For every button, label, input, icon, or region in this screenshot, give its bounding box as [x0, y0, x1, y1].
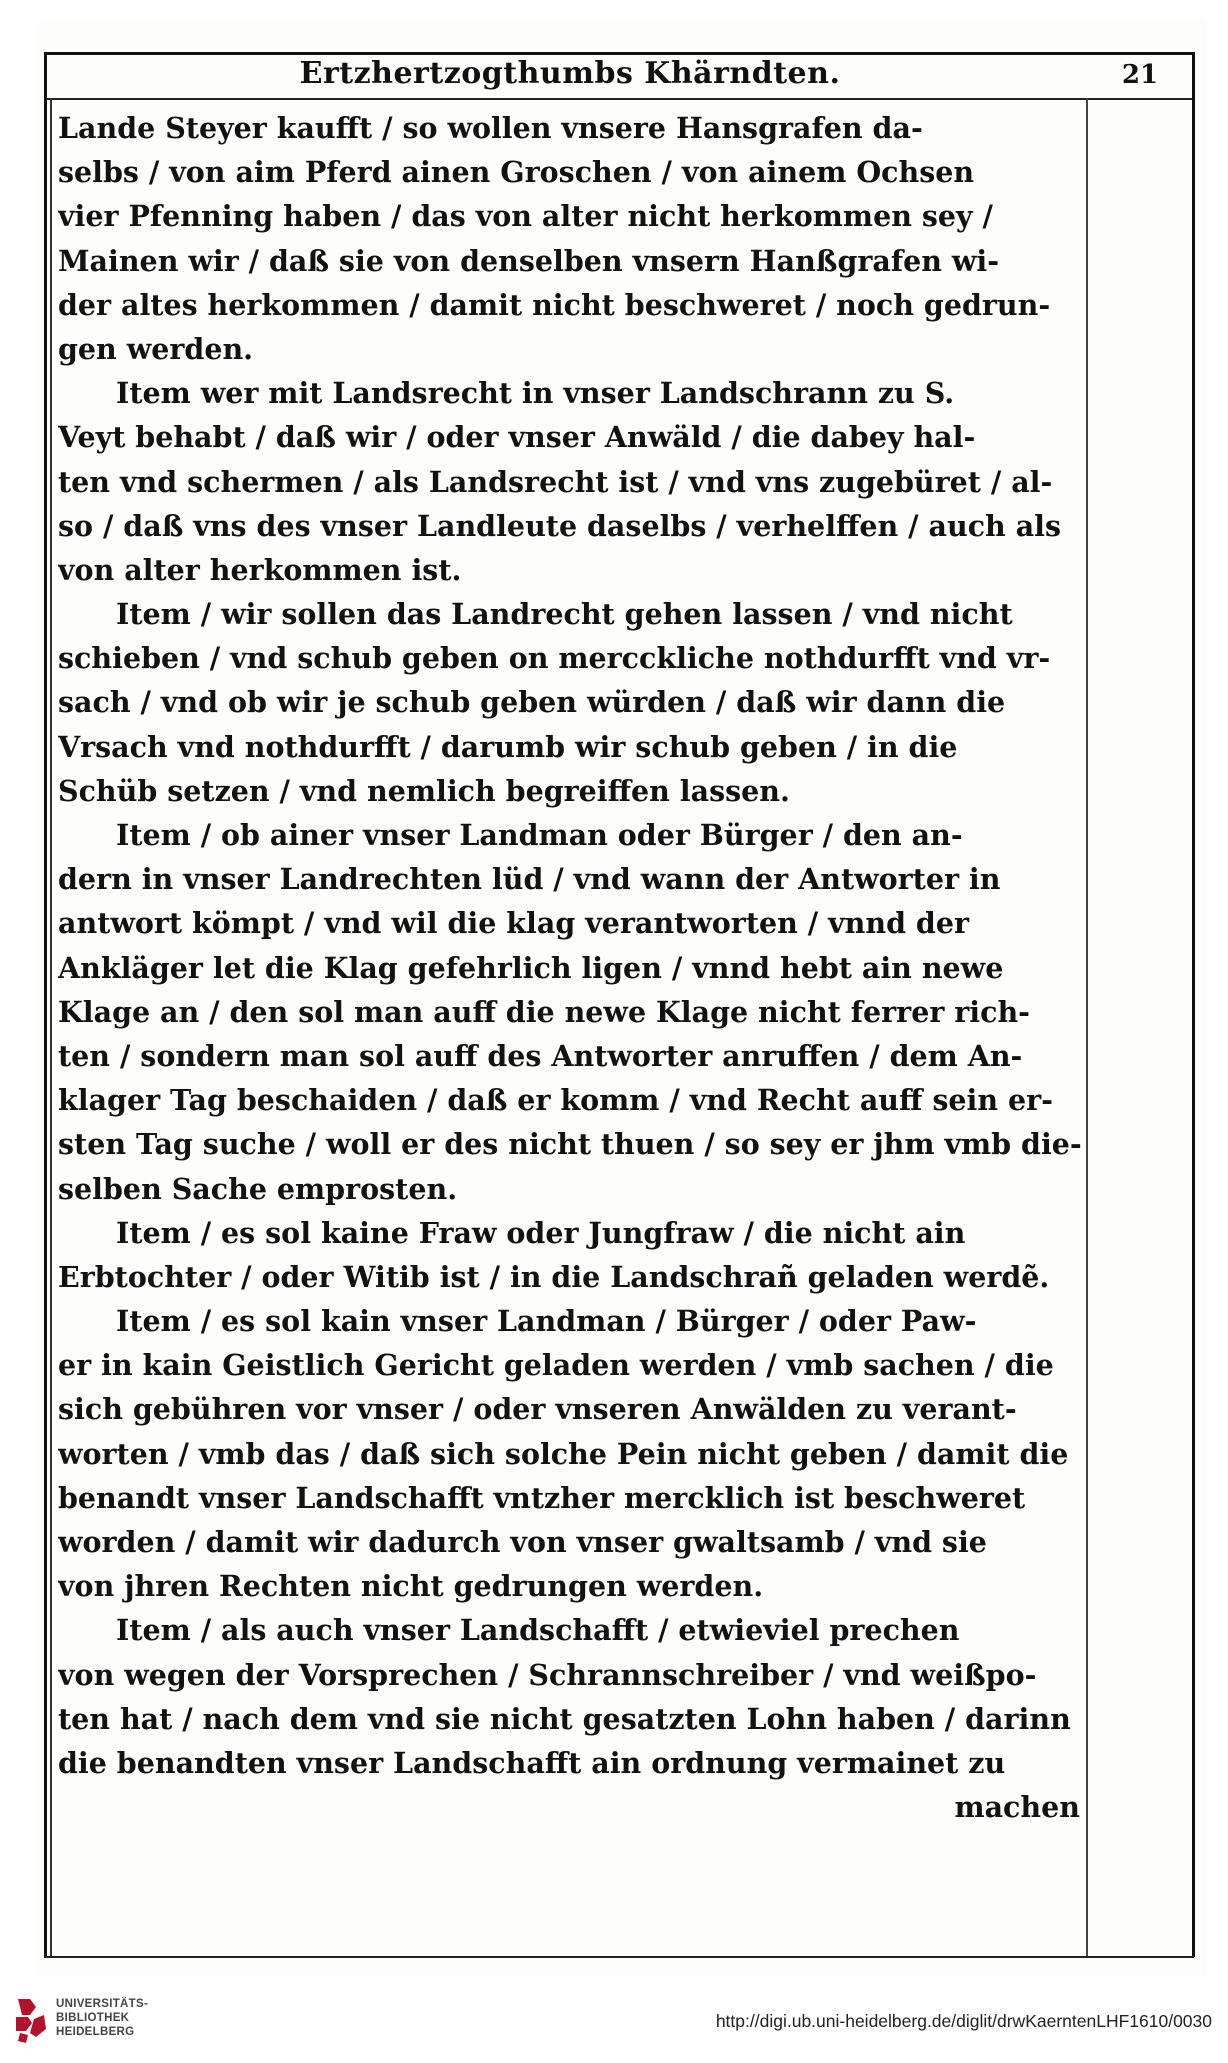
text-line: er in kain Geistlich Gericht geladen werden / vmb sachen / die	[58, 1348, 1054, 1383]
text-line: vier Pfenning haben / das von alter nicht herkommen sey /	[58, 199, 993, 234]
text-line: Klage an / den sol man auff die newe Klage nicht ferrer rich-	[58, 994, 1031, 1029]
text-line: gen werden.	[58, 331, 254, 366]
text-line: Vrsach vnd nothdurfft / darumb wir schub geben / in die	[58, 729, 958, 764]
text-line: ten vnd schermen / als Landsrecht ist / vnd vns zugebüret / al-	[58, 464, 1053, 499]
frame-border-bottom	[44, 1956, 1194, 1958]
frame-border-header-rule	[44, 98, 1194, 100]
text-line: klager Tag beschaiden / daß er komm / vnd Recht auff sein er-	[58, 1083, 1053, 1118]
text-line: Mainen wir / daß sie von denselben vnsern Hanßgrafen wi-	[58, 243, 1000, 278]
text-line: Lande Steyer kaufft / so wollen vnsere Hansgrafen da-	[58, 111, 923, 145]
text-line: dern in vnser Landrechten lüd / vnd wann der Antworter in	[58, 862, 1001, 897]
text-line: sach / vnd ob wir je schub geben würden / daß wir dann die	[58, 685, 1006, 720]
text-line: selben Sache emprosten.	[58, 1171, 458, 1206]
text-line: ten hat / nach dem vnd sie nicht gesatzten Lohn haben / darinn	[58, 1701, 1071, 1736]
logo-line: HEIDELBERG	[56, 2026, 135, 2038]
text-line: der altes herkommen / damit nicht beschweret / noch gedrun-	[58, 287, 1051, 322]
text-line: von wegen der Vorsprechen / Schrannschreiber / vnd weißpo-	[58, 1657, 1037, 1692]
viewer-footer	[0, 1975, 1228, 2063]
running-title: Ertzhertzogthumbs Khärndten.	[299, 56, 841, 91]
frame-border-right	[1192, 52, 1195, 1957]
text-line: Ankläger let die Klag gefehrlich ligen / vnnd hebt ain newe	[58, 950, 1004, 985]
frame-border-right-inner	[1086, 98, 1088, 1958]
paragraph-start-line: Item wer mit Landsrecht in vnser Landschrann zu S.	[116, 376, 955, 411]
text-line: so / daß vns des vnser Landleute daselbs / verhelffen / auch als	[58, 508, 1062, 543]
frame-border-top	[44, 52, 1194, 55]
logo-line: UNIVERSITÄTS-	[56, 1998, 149, 2010]
frame-border-left	[44, 52, 47, 1957]
paragraph-start-line: Item / es sol kaine Fraw oder Jungfraw / die nicht ain	[116, 1215, 966, 1250]
paragraph-start-line: Item / ob ainer vnser Landman oder Bürger / den an-	[116, 818, 963, 852]
logo-line: BIBLIOTHEK	[56, 2012, 130, 2024]
catchword: machen	[954, 1790, 1080, 1825]
text-line: Schüb setzen / vnd nemlich begreiffen lassen.	[58, 773, 790, 808]
university-logo-text[interactable]	[56, 1997, 176, 2039]
text-line: sten Tag suche / woll er des nicht thuen / so sey er jhm vmb die-	[58, 1127, 1082, 1162]
page-number: 21	[1121, 60, 1159, 90]
text-line: antwort kömpt / vnd wil die klag verantworten / vnnd der	[58, 906, 970, 941]
text-line: benandt vnser Landschafft vntzher mercklich ist beschweret	[58, 1480, 1026, 1515]
text-line: sich gebühren vor vnser / oder vnseren Anwälden zu verant-	[58, 1392, 1017, 1427]
text-line: Erbtochter / oder Witib ist / in die Landschrañ geladen werdẽ.	[58, 1259, 1050, 1294]
text-line: schieben / vnd schub geben on mercckliche nothdurfft vnd vr-	[58, 641, 1051, 676]
paragraph-start-line: Item / es sol kain vnser Landman / Bürger / oder Paw-	[116, 1304, 977, 1339]
paragraph-start-line: Item / wir sollen das Landrecht gehen lassen / vnd nicht	[116, 597, 1013, 632]
text-line: selbs / von aim Pferd ainen Groschen / von ainem Ochsen	[58, 155, 975, 190]
frame-border-left-inner	[50, 98, 52, 1958]
text-line: von alter herkommen ist.	[58, 552, 462, 587]
source-url-link[interactable]: http://digi.ub.uni-heidelberg.de/diglit/drwKaerntenLHF1610/0030	[715, 2011, 1212, 2031]
text-line: ten / sondern man sol auff des Antworter anruffen / dem An-	[58, 1038, 1023, 1073]
text-line: worten / vmb das / daß sich solche Pein nicht geben / damit die	[58, 1436, 1069, 1471]
text-line: Veyt behabt / daß wir / oder vnser Anwäld / die dabey hal-	[58, 420, 976, 455]
text-line: von jhren Rechten nicht gedrungen werden.	[58, 1569, 764, 1604]
text-line: worden / damit wir dadurch von vnser gwaltsamb / vnd sie	[58, 1525, 987, 1559]
university-logo-icon	[10, 1993, 50, 2045]
text-line: die benandten vnser Landschafft ain ordnung vermainet zu	[58, 1745, 1006, 1780]
paragraph-start-line: Item / als auch vnser Landschafft / etwieviel prechen	[116, 1613, 960, 1648]
body-text	[58, 106, 1084, 1829]
